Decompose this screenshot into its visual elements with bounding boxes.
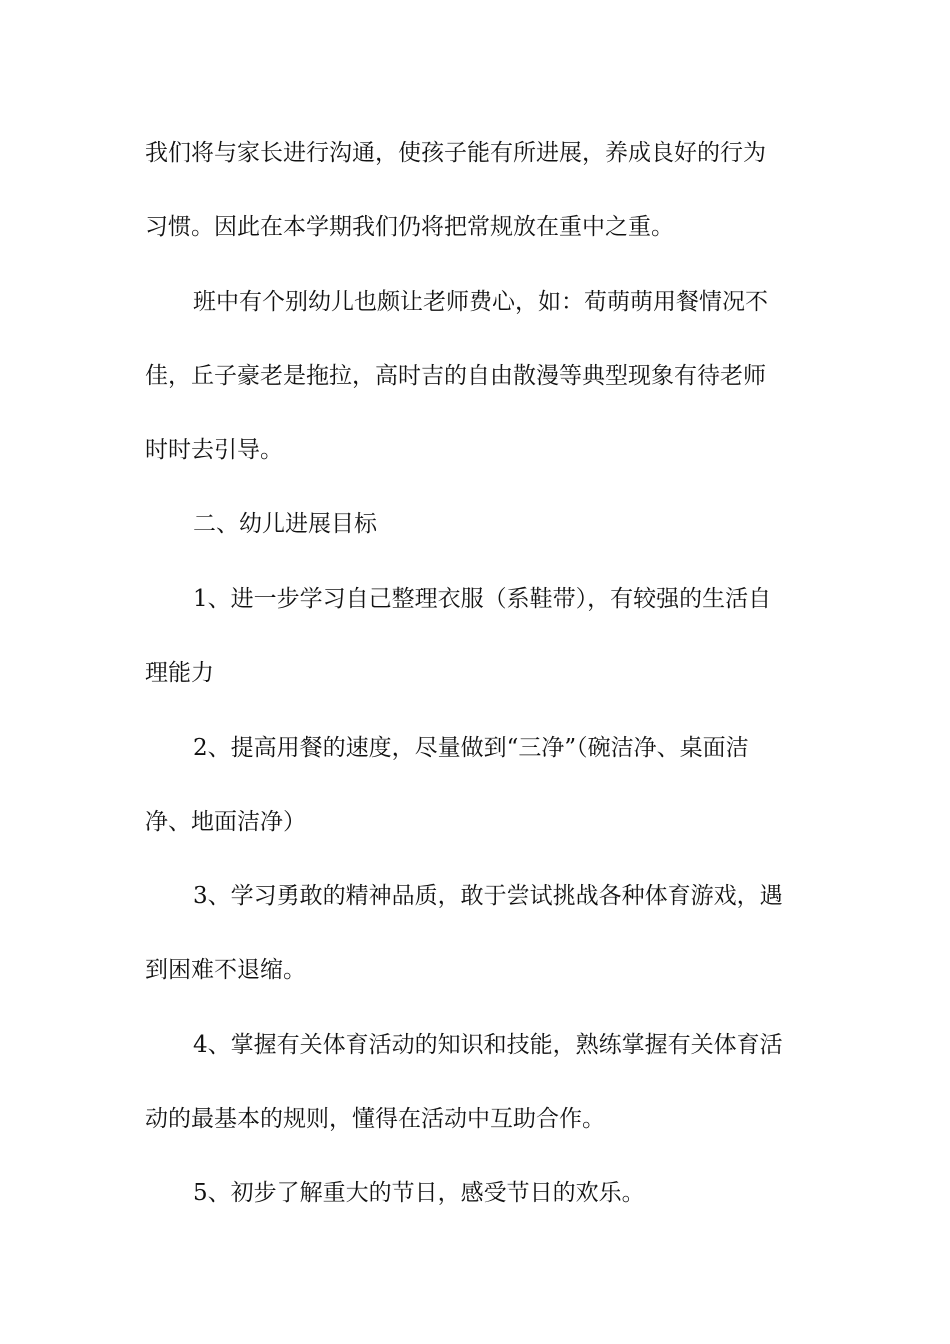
list-item-line: 1、进一步学习自己整理衣服（系鞋带），有较强的生活自 — [193, 586, 772, 612]
paragraph-line: 我们将与家长进行沟通，使孩子能有所进展，养成良好的行为 — [145, 140, 766, 166]
paragraph-line: 班中有个别幼儿也颇让老师费心，如：荀萌萌用餐情况不 — [193, 289, 768, 315]
paragraph-line: 时时去引导。 — [145, 437, 283, 463]
paragraph-line: 佳，丘子豪老是拖拉，高时吉的自由散漫等典型现象有待老师 — [145, 363, 766, 389]
list-item-line: 净、地面洁净） — [145, 809, 306, 835]
list-item-line: 动的最基本的规则，懂得在活动中互助合作。 — [145, 1106, 605, 1132]
list-item-line: 到困难不退缩。 — [145, 957, 306, 983]
list-item-line: 理能力 — [145, 660, 214, 686]
list-item-line: 2、提高用餐的速度，尽量做到“三净”（碗洁净、桌面洁 — [193, 735, 749, 761]
list-item-line: 3、学习勇敢的精神品质，敢于尝试挑战各种体育游戏，遇 — [193, 883, 783, 909]
paragraph-line: 习惯。因此在本学期我们仍将把常规放在重中之重。 — [145, 214, 674, 240]
section-heading: 二、幼儿进展目标 — [193, 511, 377, 537]
list-item-line: 4、掌握有关体育活动的知识和技能，熟练掌握有关体育活 — [193, 1032, 783, 1058]
list-item-line: 5、初步了解重大的节日，感受节日的欢乐。 — [193, 1180, 645, 1206]
